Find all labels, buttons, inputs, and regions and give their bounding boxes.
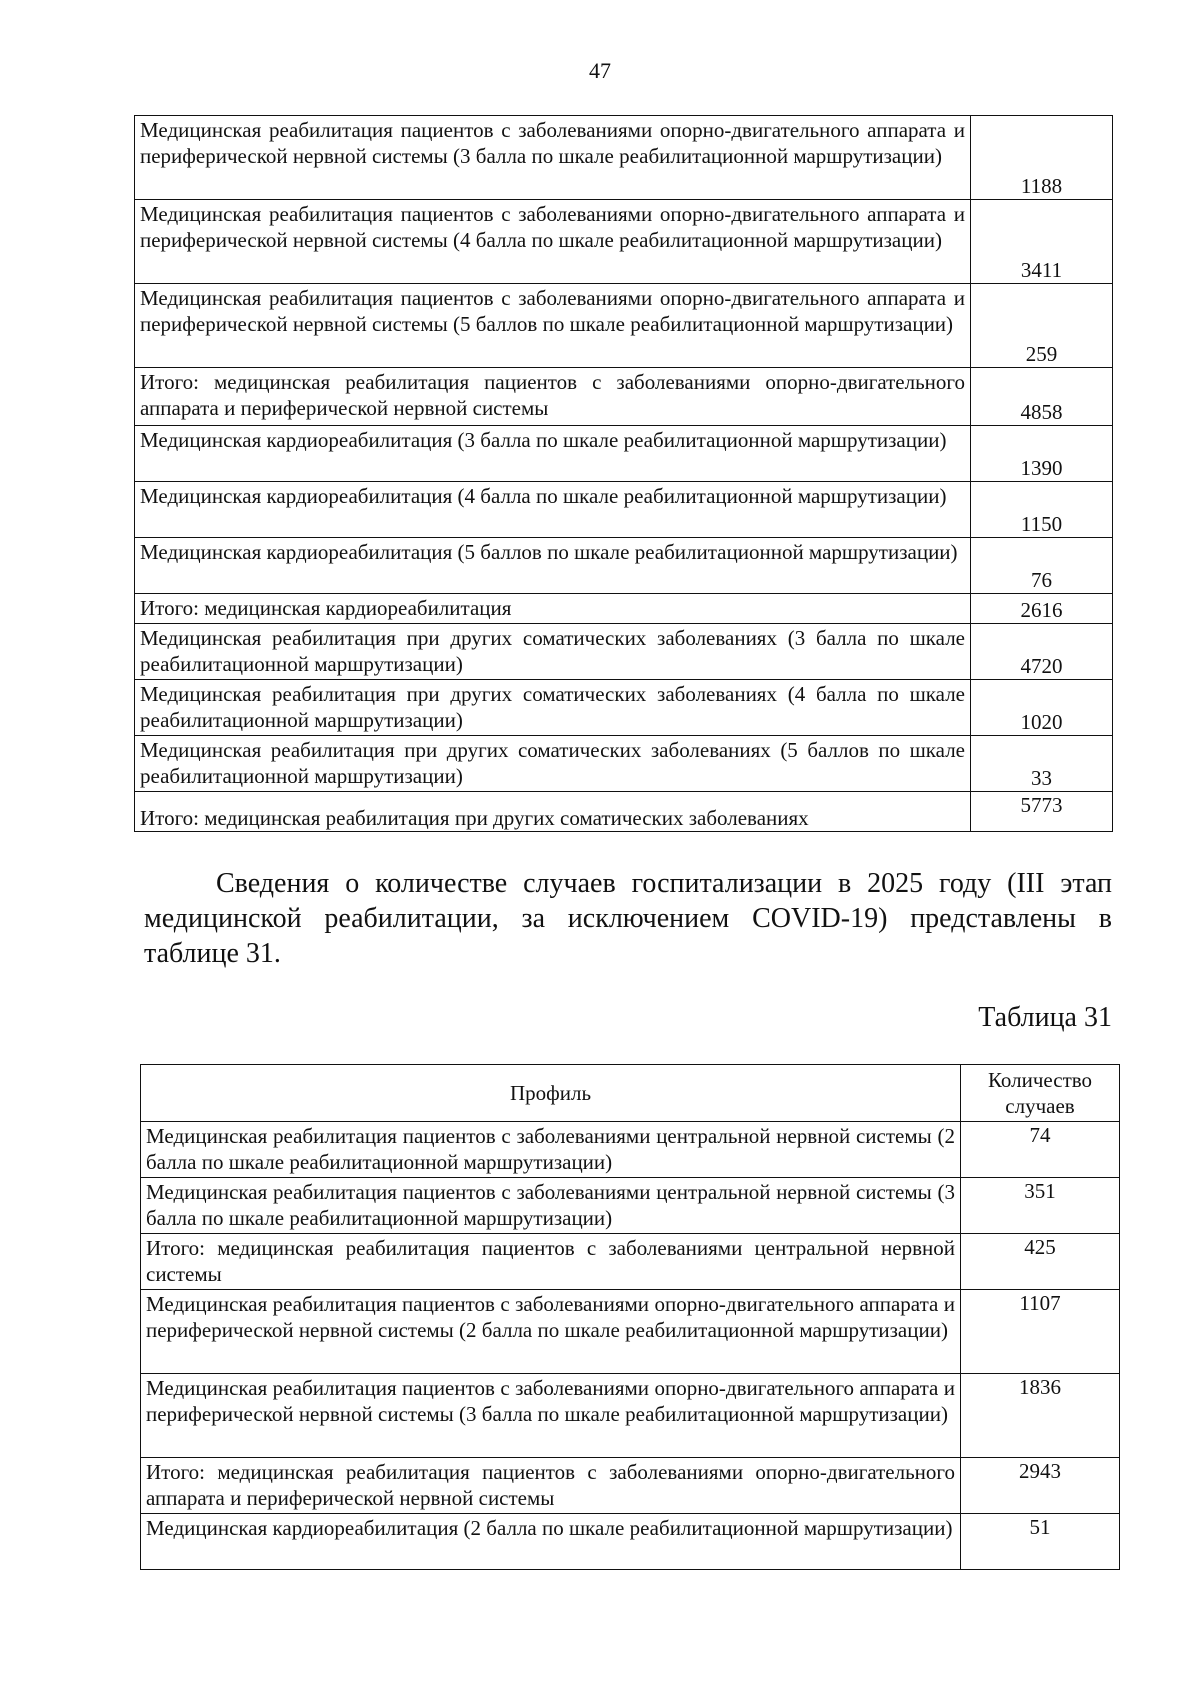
table-row: [135, 368, 1113, 426]
row-value: 1836: [961, 1374, 1120, 1458]
row-value: 351: [961, 1178, 1120, 1234]
table-row: [141, 1178, 1120, 1234]
row-value: 1020: [971, 680, 1113, 736]
rehab-table-continued: [134, 115, 1113, 832]
row-label: Медицинская реабилитация пациентов с заболеваниями опорно-двигательного аппарата и периферической нервной системы (4 балла по шкале реабилитационной маршрутизации): [135, 200, 971, 284]
row-value: 1188: [971, 116, 1113, 200]
row-label: Итого: медицинская реабилитация пациентов с заболеваниями центральной нервной системы: [141, 1234, 961, 1290]
row-value: 5773: [971, 792, 1113, 832]
table-row: [135, 426, 1113, 482]
table-caption: Таблица 31: [978, 1002, 1112, 1033]
table-row: [135, 284, 1113, 368]
header-profile: Профиль: [141, 1065, 961, 1122]
table-row: [135, 200, 1113, 284]
table-row: [141, 1234, 1120, 1290]
table-row: [141, 1290, 1120, 1374]
row-label: Итого: медицинская реабилитация при других соматических заболеваниях: [135, 792, 971, 832]
row-value: 76: [971, 538, 1113, 594]
table-row: [135, 680, 1113, 736]
table-row: [141, 1122, 1120, 1178]
table-31: [140, 1064, 1120, 1570]
intro-paragraph: Сведения о количестве случаев госпитализации в 2025 году (III этап медицинской реабилитации, за исключением COVID-19) представлены в таблице 31.: [144, 868, 1112, 969]
row-label: Медицинская кардиореабилитация (2 балла по шкале реабилитационной маршрутизации): [141, 1514, 961, 1570]
table-row: [135, 792, 1113, 832]
row-value: 2616: [971, 594, 1113, 624]
row-value: 4720: [971, 624, 1113, 680]
row-label: Медицинская кардиореабилитация (4 балла по шкале реабилитационной маршрутизации): [135, 482, 971, 538]
page-number: 47: [589, 58, 611, 83]
table-row: [135, 116, 1113, 200]
table-row: [141, 1374, 1120, 1458]
row-label: Медицинская кардиореабилитация (3 балла по шкале реабилитационной маршрутизации): [135, 426, 971, 482]
row-label: Итого: медицинская реабилитация пациентов с заболеваниями опорно-двигательного аппарата и периферической нервной системы: [135, 368, 971, 426]
row-value: 1150: [971, 482, 1113, 538]
row-value: 74: [961, 1122, 1120, 1178]
row-label: Медицинская реабилитация при других соматических заболеваниях (3 балла по шкале реабилитационной маршрутизации): [135, 624, 971, 680]
row-value: 4858: [971, 368, 1113, 426]
table-row: [141, 1514, 1120, 1570]
table-row: [141, 1458, 1120, 1514]
row-label: Медицинская реабилитация пациентов с заболеваниями опорно-двигательного аппарата и периферической нервной системы (3 балла по шкале реабилитационной маршрутизации): [135, 116, 971, 200]
row-label: Итого: медицинская реабилитация пациентов с заболеваниями опорно-двигательного аппарата и периферической нервной системы: [141, 1458, 961, 1514]
row-value: 2943: [961, 1458, 1120, 1514]
row-label: Итого: медицинская кардиореабилитация: [135, 594, 971, 624]
table-row: [135, 736, 1113, 792]
row-value: 259: [971, 284, 1113, 368]
row-value: 33: [971, 736, 1113, 792]
header-count: Количество случаев: [961, 1065, 1120, 1122]
row-label: Медицинская реабилитация пациентов с заболеваниями центральной нервной системы (2 балла по шкале реабилитационной маршрутизации): [141, 1122, 961, 1178]
row-value: 1107: [961, 1290, 1120, 1374]
row-value: 3411: [971, 200, 1113, 284]
row-label: Медицинская реабилитация при других соматических заболеваниях (4 балла по шкале реабилитационной маршрутизации): [135, 680, 971, 736]
row-label: Медицинская реабилитация пациентов с заболеваниями опорно-двигательного аппарата и периферической нервной системы (5 баллов по шкале реабилитационной маршрутизации): [135, 284, 971, 368]
row-value: 1390: [971, 426, 1113, 482]
row-label: Медицинская реабилитация при других соматических заболеваниях (5 баллов по шкале реабилитационной маршрутизации): [135, 736, 971, 792]
table-row: [135, 624, 1113, 680]
table-row: [135, 482, 1113, 538]
row-label: Медицинская реабилитация пациентов с заболеваниями опорно-двигательного аппарата и периферической нервной системы (3 балла по шкале реабилитационной маршрутизации): [141, 1374, 961, 1458]
row-label: Медицинская реабилитация пациентов с заболеваниями центральной нервной системы (3 балла по шкале реабилитационной маршрутизации): [141, 1178, 961, 1234]
table-header-row: [141, 1065, 1120, 1122]
table-row: [135, 594, 1113, 624]
row-label: Медицинская кардиореабилитация (5 баллов по шкале реабилитационной маршрутизации): [135, 538, 971, 594]
row-value: 425: [961, 1234, 1120, 1290]
row-label: Медицинская реабилитация пациентов с заболеваниями опорно-двигательного аппарата и периферической нервной системы (2 балла по шкале реабилитационной маршрутизации): [141, 1290, 961, 1374]
row-value: 51: [961, 1514, 1120, 1570]
table-row: [135, 538, 1113, 594]
